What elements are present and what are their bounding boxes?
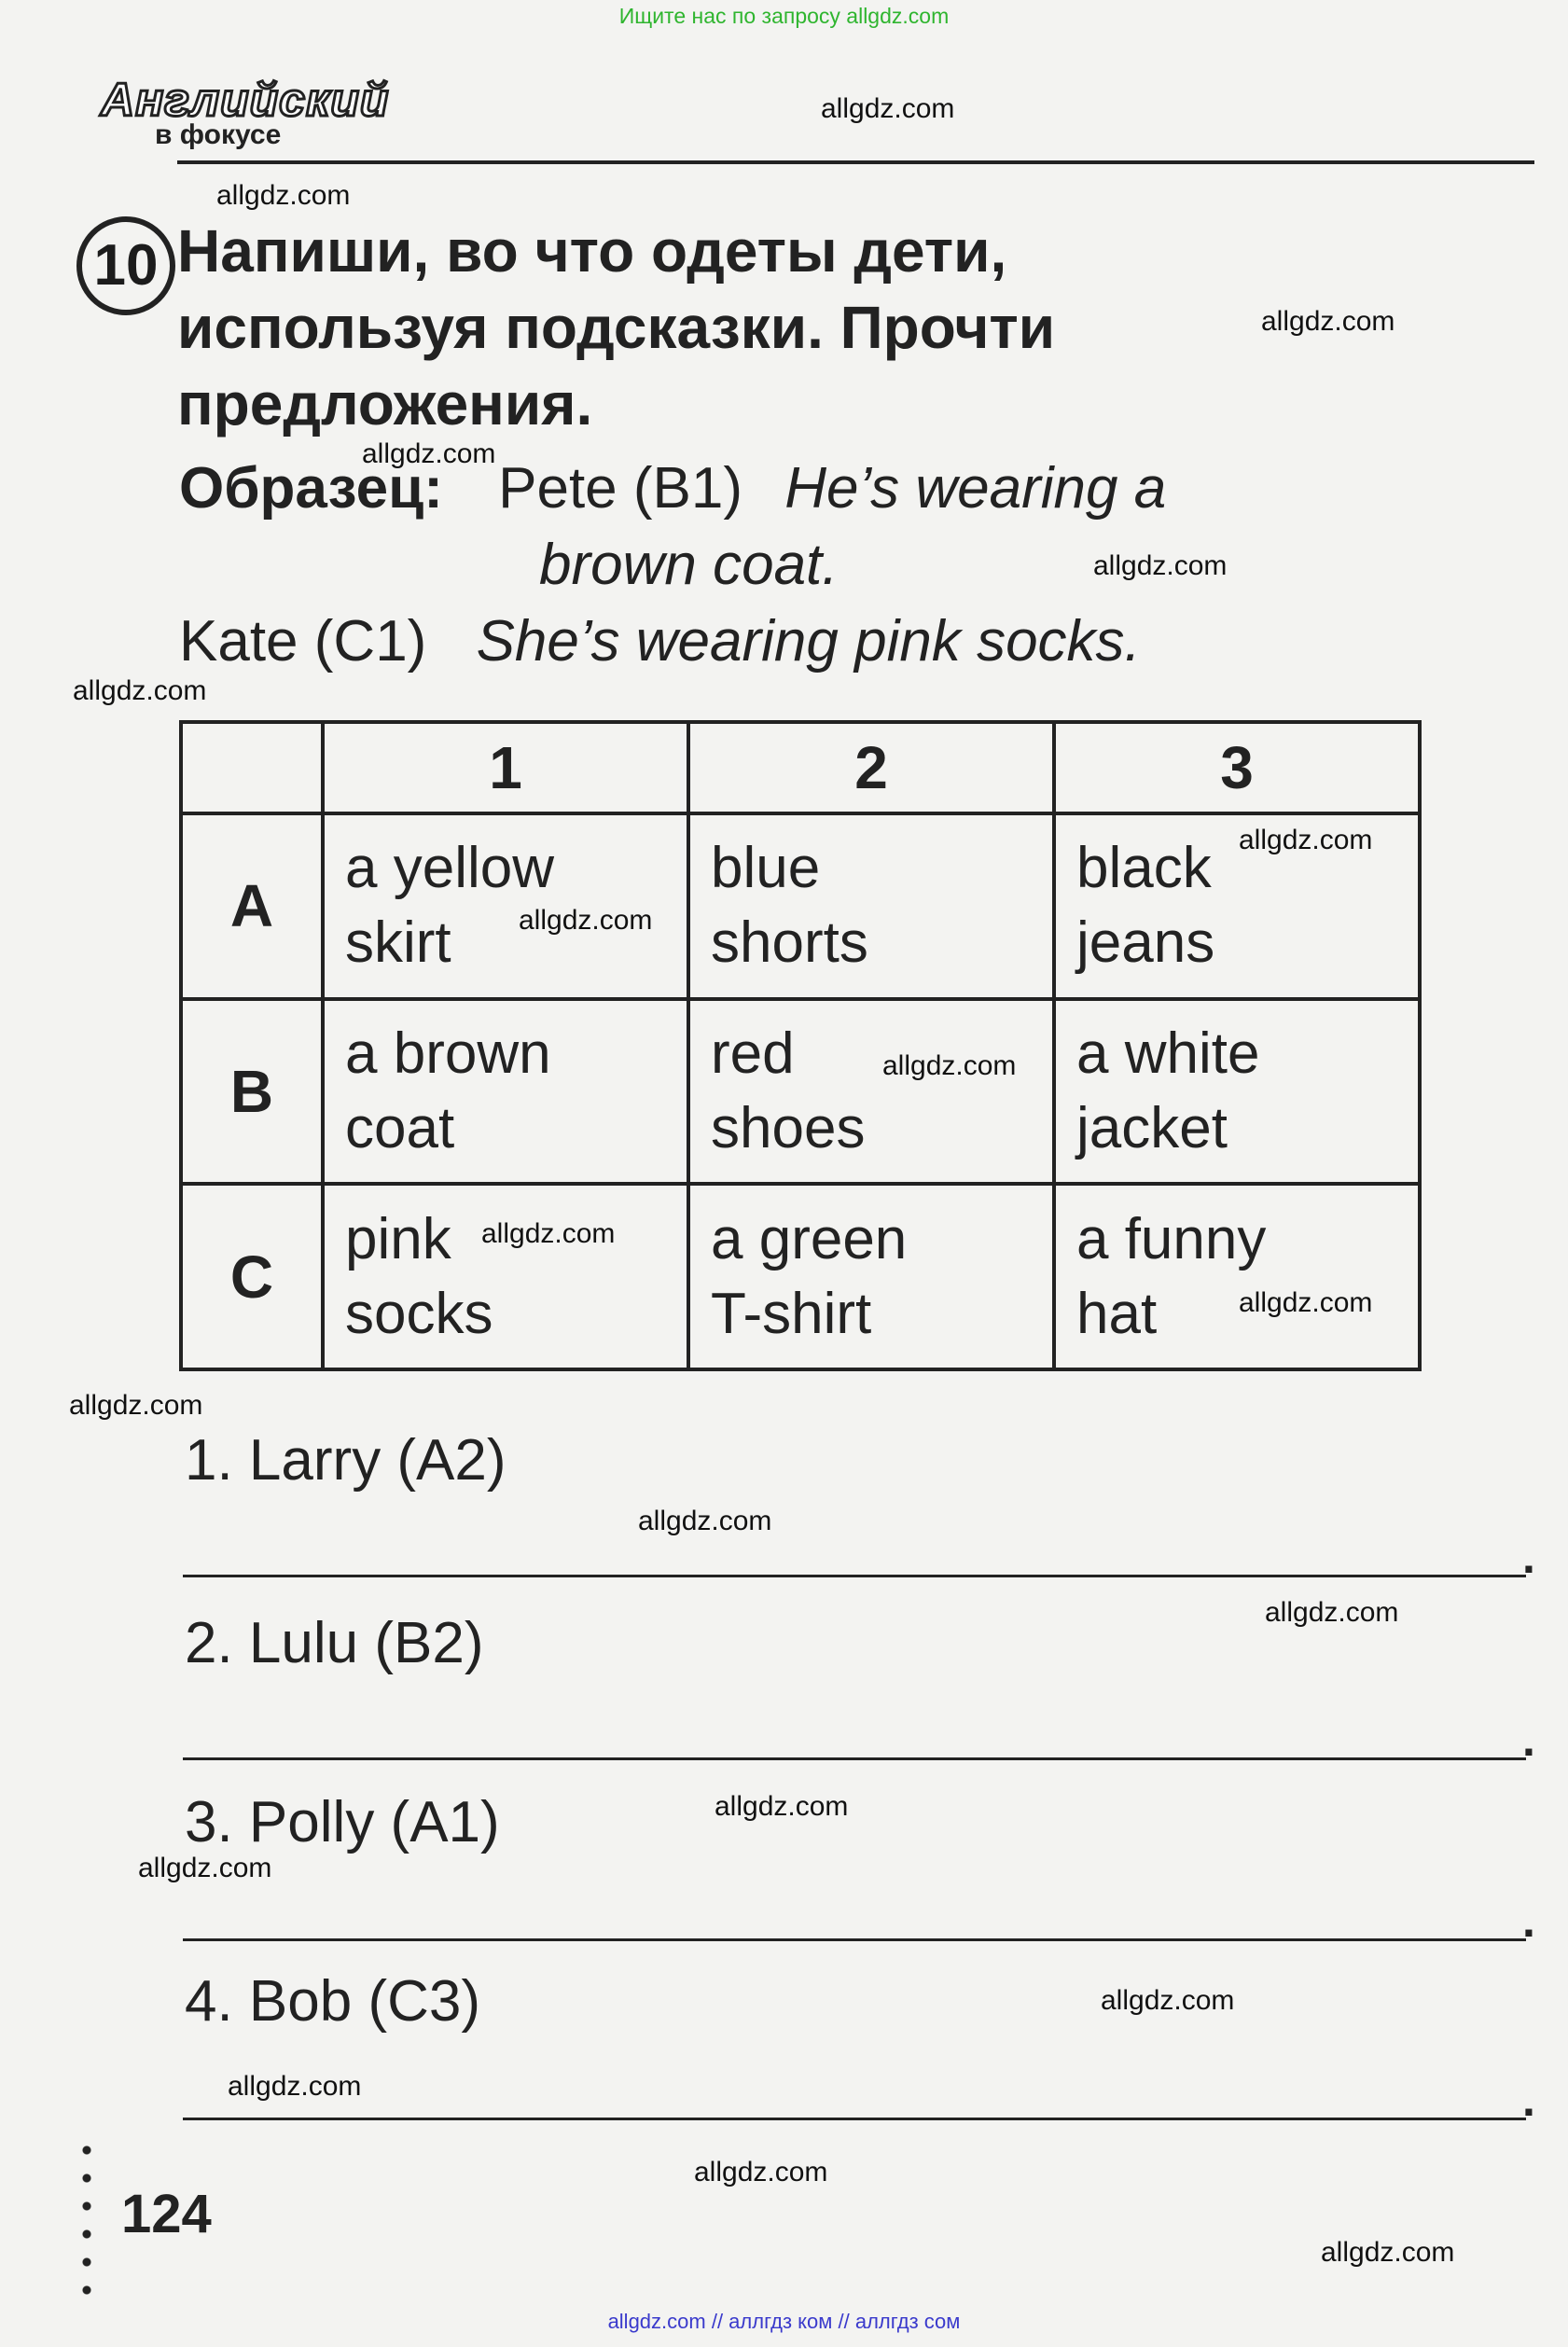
page-number: 124 <box>121 2184 212 2244</box>
watermark: allgdz.com <box>821 93 955 124</box>
sample-line-2 <box>179 608 1141 674</box>
logo-subtitle: в фокусе <box>155 119 282 150</box>
sample-label: Образец: <box>179 456 443 521</box>
line-end-dot: . <box>1522 2074 1535 2126</box>
instruction-line: Напиши, во что одеты дети, <box>177 217 1007 285</box>
table-cell: red shoes <box>688 999 1054 1185</box>
watermark: allgdz.com <box>481 1218 616 1249</box>
watermark: allgdz.com <box>1093 550 1228 581</box>
task-item-1: 1. Larry (A2) <box>185 1428 506 1493</box>
watermark: allgdz.com <box>216 180 351 211</box>
table-cell: blue shorts <box>688 813 1054 999</box>
top-banner[interactable]: Ищите нас по запросу allgdz.com <box>618 4 950 28</box>
table-cell: pink socks <box>323 1184 688 1369</box>
watermark: allgdz.com <box>1239 825 1373 855</box>
logo-title: Английский <box>101 74 390 126</box>
table-cell: a green T-shirt <box>688 1184 1054 1369</box>
watermark: allgdz.com <box>638 1506 772 1536</box>
table-header-cell: 1 <box>323 722 688 813</box>
row-label: C <box>181 1184 323 1369</box>
watermark: allgdz.com <box>69 1390 203 1421</box>
answer-line[interactable] <box>183 2118 1526 2120</box>
table-header-cell: 2 <box>688 722 1054 813</box>
sample1-answer-cont: brown coat. <box>539 533 839 597</box>
table-cell: a funny hat <box>1054 1184 1420 1369</box>
watermark: allgdz.com <box>715 1791 849 1822</box>
task-item-4: 4. Bob (C3) <box>185 1969 481 2034</box>
watermark: allgdz.com <box>1261 306 1395 337</box>
watermark: allgdz.com <box>1321 2237 1455 2268</box>
sample2-answer: She’s wearing pink socks. <box>476 609 1141 674</box>
line-end-dot: . <box>1522 1895 1535 1947</box>
watermark: allgdz.com <box>882 1050 1017 1081</box>
sample-line-1 <box>179 455 1166 521</box>
watermark: allgdz.com <box>1101 1985 1235 2016</box>
sample1-prefix: Pete (B1) <box>498 456 743 521</box>
table-row <box>181 999 1420 1185</box>
watermark: allgdz.com <box>694 2157 828 2187</box>
header-divider <box>177 160 1534 164</box>
watermark: allgdz.com <box>228 2071 362 2102</box>
watermark: allgdz.com <box>1239 1287 1373 1318</box>
book-logo <box>101 73 389 151</box>
task-item-3: 3. Polly (A1) <box>185 1790 500 1854</box>
exercise-instruction <box>177 213 1241 442</box>
exercise-number: 10 <box>76 216 175 315</box>
watermark: allgdz.com <box>519 905 653 936</box>
watermark: allgdz.com <box>1265 1597 1399 1628</box>
bottom-banner[interactable]: allgdz.com // аллгдз ком // аллгдз сом <box>607 2310 961 2333</box>
table-row <box>181 813 1420 999</box>
instruction-line: используя подсказки. Прочти <box>177 294 1056 361</box>
clothes-table <box>179 720 1422 1371</box>
line-end-dot: . <box>1522 1531 1535 1583</box>
table-header-cell <box>181 722 323 813</box>
watermark: allgdz.com <box>138 1853 272 1883</box>
answer-line[interactable] <box>183 1938 1526 1941</box>
watermark: allgdz.com <box>73 675 207 706</box>
row-label: A <box>181 813 323 999</box>
table-cell: a yellow skirt <box>323 813 688 999</box>
answer-line[interactable] <box>183 1757 1526 1760</box>
answer-line[interactable] <box>183 1575 1526 1577</box>
row-label: B <box>181 999 323 1185</box>
sample1-answer: He’s wearing a <box>784 456 1167 521</box>
table-header-cell: 3 <box>1054 722 1420 813</box>
table-cell: a brown coat <box>323 999 688 1185</box>
watermark: allgdz.com <box>362 438 496 469</box>
table-cell: black jeans <box>1054 813 1420 999</box>
dotted-margin <box>82 2136 91 2313</box>
table-cell: a white jacket <box>1054 999 1420 1185</box>
task-item-2: 2. Lulu (B2) <box>185 1611 484 1675</box>
table-row <box>181 1184 1420 1369</box>
table-header-row <box>181 722 1420 813</box>
sample2-prefix: Kate (C1) <box>179 609 427 674</box>
instruction-line: предложения. <box>177 370 593 437</box>
line-end-dot: . <box>1522 1714 1535 1766</box>
